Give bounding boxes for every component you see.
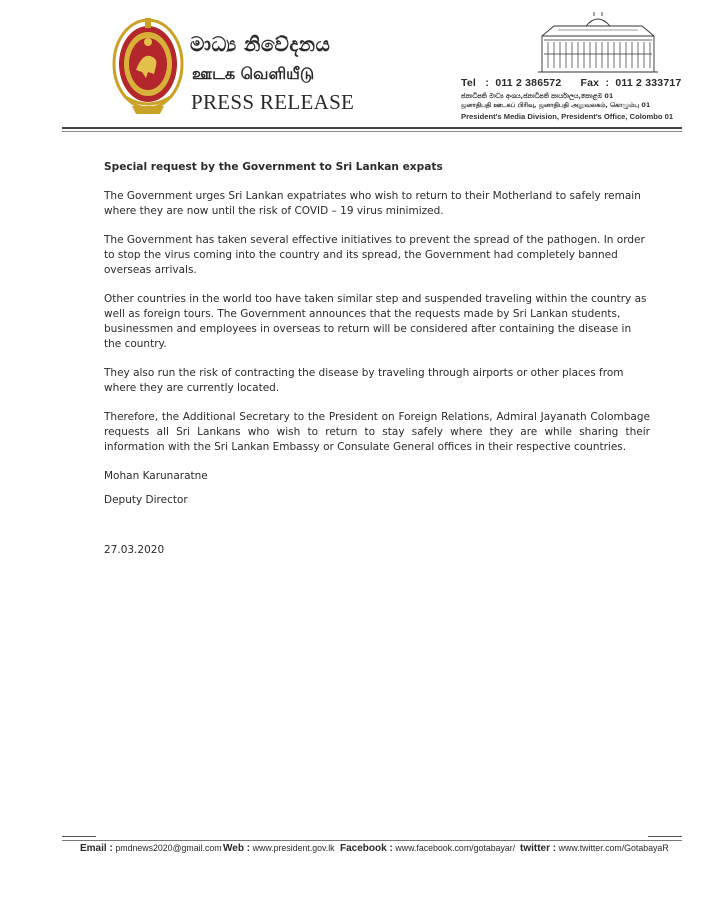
address-sinhala: ජනාධිපති මාධ්‍ය අංශය,ජනාධිපති කාර්යාලය,කොළඹ 01: [461, 92, 614, 100]
release-body: [104, 160, 650, 469]
address-english: President's Media Division, President's Office, Colombo 01: [461, 112, 674, 121]
subject-heading: Special request by the Government to Sri Lankan expats: [104, 161, 443, 173]
title-english: PRESS RELEASE: [191, 90, 355, 114]
paragraph-1: The Government urges Sri Lankan expatriates who wish to return to their Motherland to safely remain where they are now until the risk of COVID – 19 virus minimized.: [104, 190, 641, 217]
signatory-title: Deputy Director: [104, 494, 188, 506]
footer-web: [223, 843, 335, 854]
contact-block: [461, 77, 681, 121]
header-divider: [62, 127, 682, 129]
tel-value: 011 2 386572: [495, 77, 562, 89]
fax-label: Fax: [580, 77, 600, 89]
facebook-label: Facebook :: [340, 843, 393, 854]
signatory-name: Mohan Karunaratne: [104, 470, 208, 482]
release-date: 27.03.2020: [104, 544, 165, 556]
twitter-link[interactable]: www.twitter.com/GotabayaR: [558, 843, 669, 853]
footer-twitter: [520, 843, 669, 854]
footer-email: [80, 843, 222, 854]
fax-value: 011 2 333717: [615, 77, 682, 89]
title-tamil: ஊடக வெளியீடு: [192, 64, 315, 83]
paragraph-5: Therefore, the Additional Secretary to the President on Foreign Relations, Admiral Jayanath Colombage requests all Sri Lankans who wish to return to stay safely where they are while sharing their information with the Sri Lankan Embassy or Consulate General offices in their respective countries.: [104, 411, 650, 453]
email-label: Email :: [80, 843, 113, 854]
tel-label: Tel: [461, 77, 476, 89]
header-divider-thin: [62, 131, 682, 132]
footer-facebook: [340, 843, 515, 854]
address-tamil: ஜனாதிபதி ஊடகப் பிரிவு, ஜனாதிபதி அலுவலகம், கொழும்பு 01: [461, 101, 651, 109]
footer-divider: [62, 840, 682, 841]
paragraph-2: The Government has taken several effective initiatives to prevent the spread of the pathogen. In order to stop the virus coming into the country and its spread, the Government had completely banned overseas arrivals.: [104, 234, 645, 276]
footer-tick-left: [62, 836, 96, 837]
presidential-secretariat-building-icon: [534, 10, 662, 74]
title-sinhala: මාධ්‍ය නිවේදනය: [190, 32, 331, 56]
web-label: Web :: [223, 843, 251, 854]
footer-tick-right: [648, 836, 682, 837]
web-link[interactable]: www.president.gov.lk: [252, 843, 335, 853]
sri-lanka-emblem-icon: [112, 14, 184, 118]
paragraph-3: Other countries in the world too have taken similar step and suspended traveling within the country as well as foreign tours. The Government announces that the requests made by Sri Lankan students, businessmen and employees in overseas to return will be considered after containing the disease in the country.: [104, 293, 647, 350]
facebook-link[interactable]: www.facebook.com/gotabayar/: [395, 843, 516, 853]
paragraph-4: They also run the risk of contracting the disease by traveling through airports or other places from where they are currently located.: [104, 367, 624, 394]
twitter-label: twitter :: [520, 843, 557, 854]
email-link[interactable]: pmdnews2020@gmail.com: [115, 843, 222, 853]
phone-fax-line: Tel : 011 2 386572 Fax : 011 2 333717: [461, 77, 682, 89]
